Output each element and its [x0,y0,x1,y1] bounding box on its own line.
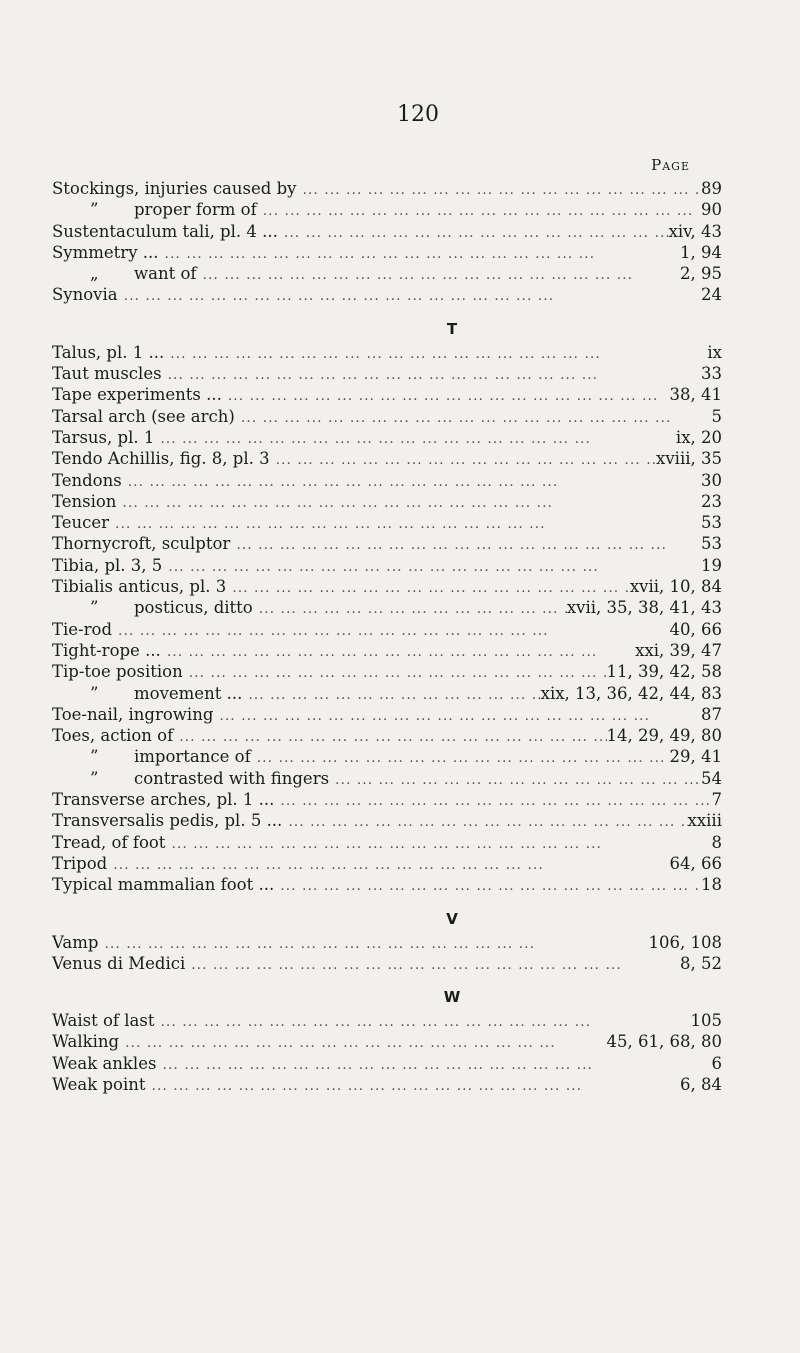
leader-dots [257,201,701,222]
page-number: 120 [397,102,439,127]
index-entry [52,768,722,789]
entry-label: Transversalis pedis, pl. 5 ... [52,811,283,831]
index-entry [52,661,722,682]
index-entry [52,597,722,618]
leader-dots [197,265,681,286]
index-entry [52,470,722,491]
leader-dots [159,244,681,265]
leader-dots [222,386,670,407]
index-entry [52,810,722,831]
entry-label: Weak ankles [52,1053,157,1073]
entry-label: Synovia [52,285,118,305]
entry-pages: ix [707,342,722,362]
entry-label: Tarsus, pl. 1 [52,427,155,447]
leader-dots [226,578,630,599]
ditto-mark: ” [90,200,99,220]
entry-pages: 8 [711,832,722,852]
entry-label: ” importance of [52,746,251,767]
entry-label: ” movement ... [52,683,242,704]
index-entry [52,932,722,953]
entry-pages: 64, 66 [669,853,722,873]
index-entry [52,284,722,305]
entry-label: Toes, action of [52,726,174,746]
entry-pages: 11, 39, 42, 58 [606,662,722,682]
entry-label: Tendo Achillis, fig. 8, pl. 3 [52,449,270,469]
entry-pages: xxi, 39, 47 [635,640,722,660]
index-entry [52,555,722,576]
index-entry [52,1010,722,1031]
index-entry [52,853,722,874]
leader-dots [156,1055,711,1076]
leader-dots [165,834,711,855]
entry-pages: xxiii [687,811,722,831]
entry-pages: 90 [701,200,722,220]
index-entry [52,1031,722,1052]
ditto-mark: ” [90,598,99,618]
entry-label: Transverse arches, pl. 1 ... [52,790,275,810]
index-entry [52,263,722,284]
index-entry [52,832,722,853]
index-entry [52,199,722,220]
index-entry [52,640,722,661]
entry-label: Teucer [52,513,110,533]
leader-dots [274,876,701,897]
index-entry [52,533,722,554]
entry-pages: 7 [711,790,722,810]
leader-dots [230,535,701,556]
section-letter: W [443,988,461,1007]
entry-pages: 53 [701,513,722,533]
index-entry [52,406,722,427]
entry-pages: 54 [701,768,722,788]
leader-dots [154,1012,690,1033]
leader-dots [278,223,669,244]
entry-label: Sustentaculum tali, pl. 4 ... [52,221,278,241]
entry-pages: 14, 29, 49, 80 [606,726,722,746]
section-letter: V [446,909,458,928]
leader-dots [146,1076,681,1097]
leader-dots [116,493,701,514]
entry-label: Toe-nail, ingrowing [52,704,214,724]
entry-label: Walking [52,1032,120,1052]
leader-dots [161,642,635,663]
entry-pages: 33 [701,364,722,384]
index-entry [52,1053,722,1074]
index-entry [52,427,722,448]
leader-dots [107,855,669,876]
index-entry [52,789,722,810]
leader-dots [162,365,701,386]
leader-dots [329,770,701,791]
entry-label: Tight-rope ... [52,640,161,660]
leader-dots [270,450,656,471]
entry-label: ” contrasted with fingers [52,768,329,789]
entry-label: Tip-toe position [52,662,183,682]
index-entry [52,384,722,405]
index-entry [52,746,722,767]
entry-pages: 5 [711,406,722,426]
entry-label: Waist of last [52,1011,155,1031]
entry-pages: 2, 95 [680,264,722,284]
leader-dots [242,685,540,706]
entry-pages: 38, 41 [669,385,722,405]
leader-dots [112,621,670,642]
index-entry [52,448,722,469]
leader-dots [118,286,701,307]
entry-label: Tibialis anticus, pl. 3 [52,577,227,597]
leader-dots [185,955,680,976]
entry-pages: 45, 61, 68, 80 [606,1032,722,1052]
leader-dots [183,663,607,684]
leader-dots [282,812,687,833]
entry-pages: 40, 66 [669,619,722,639]
leader-dots [98,934,648,955]
section-letter: T [446,319,458,338]
index-entry [52,683,722,704]
entry-pages: xviii, 35 [656,449,722,469]
entry-label: ” proper form of [52,199,257,220]
leader-dots [164,344,707,365]
entry-label: Weak point [52,1074,146,1094]
index-entry [52,704,722,725]
entry-pages: 6, 84 [680,1074,722,1094]
entry-label: Typical mammalian foot ... [52,875,275,895]
entry-label: Tension [52,491,117,511]
index-entry [52,363,722,384]
index-entry [52,874,722,895]
ditto-mark: ” [90,768,99,788]
index-entry [52,619,722,640]
index-entry [52,491,722,512]
index-entry [52,1074,722,1095]
entry-pages: 1, 94 [680,242,722,262]
entry-pages: xiv, 43 [668,221,722,241]
ditto-mark: ” [90,683,99,703]
leader-dots [235,408,712,429]
entry-label: Talus, pl. 1 ... [52,342,165,362]
entry-pages: xvii, 35, 38, 41, 43 [566,598,722,618]
entry-label: ” posticus, ditto [52,597,253,618]
index-entry [52,342,722,363]
entry-pages: 87 [701,704,722,724]
leader-dots [253,599,567,620]
entry-pages: 30 [701,470,722,490]
entry-pages: 23 [701,491,722,511]
entry-label: Tripod [52,853,108,873]
ditto-mark: ” [90,747,99,767]
index-list [52,178,722,1095]
entry-pages: 19 [701,555,722,575]
entry-label: Taut muscles [52,364,162,384]
leader-dots [122,472,701,493]
entry-pages: 53 [701,534,722,554]
entry-label: Thornycroft, sculptor [52,534,231,554]
entry-label: Vamp [52,932,99,952]
entry-label: Tendons [52,470,122,490]
entry-label: „ want of [52,263,197,284]
leader-dots [251,748,670,769]
page-column-header: Page [651,156,690,174]
entry-label: Tarsal arch (see arch) [52,406,235,426]
index-entry [52,178,722,199]
entry-pages: xix, 13, 36, 42, 44, 83 [540,683,722,703]
ditto-mark: „ [90,264,99,284]
index-entry [52,512,722,533]
leader-dots [154,429,676,450]
entry-pages: ix, 20 [675,427,722,447]
leader-dots [296,180,701,201]
entry-pages: 24 [701,285,722,305]
entry-pages: 6 [711,1053,722,1073]
index-entry [52,576,722,597]
leader-dots [109,514,701,535]
leader-dots [119,1033,606,1054]
entry-label: Tibia, pl. 3, 5 [52,555,163,575]
entry-label: Stockings, injuries caused by [52,179,297,198]
index-entry [52,221,722,242]
entry-pages: 105 [690,1011,722,1031]
leader-dots [162,557,701,578]
index-entry [52,953,722,974]
leader-dots [213,706,701,727]
entry-label: Symmetry ... [52,242,159,262]
entry-pages: xvii, 10, 84 [629,577,722,597]
leader-dots [173,727,606,748]
entry-label: Tread, of foot [52,832,166,852]
entry-label: Tie-rod [52,619,113,639]
index-entry [52,725,722,746]
entry-pages: 18 [701,875,722,895]
entry-pages: 106, 108 [648,932,722,952]
entry-pages: 8, 52 [680,953,722,973]
entry-pages: 89 [701,179,722,198]
leader-dots [274,791,711,812]
entry-label: Venus di Medici [52,953,186,973]
entry-label: Tape experiments ... [52,385,222,405]
entry-pages: 29, 41 [669,747,722,767]
index-entry [52,242,722,263]
